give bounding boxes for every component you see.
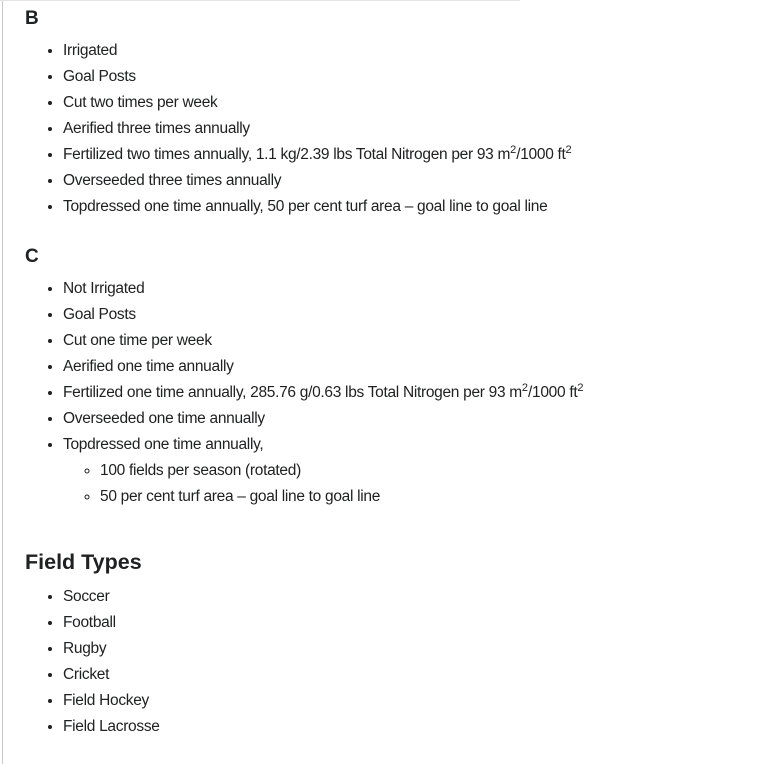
list-item: • Goal Posts [63, 64, 744, 90]
list-item: • Overseeded one time annually [63, 406, 744, 432]
field-types-list [25, 584, 744, 740]
list-item: • Topdressed one time annually, ◦ 100 fields per season (rotated) ◦ 50 per cent turf area – goal line to goal line [63, 432, 744, 510]
list-item: • Cut two times per week [63, 90, 744, 116]
top-border-line [0, 0, 520, 1]
superscript: 2 [577, 381, 584, 394]
superscript: 2 [510, 143, 517, 156]
list-item: • Rugby [63, 636, 744, 662]
list-item: • Cricket [63, 662, 744, 688]
section-heading-field-types: Field Types [25, 550, 142, 574]
list-item: • Topdressed one time annually, 50 per cent turf area – goal line to goal line [63, 194, 744, 220]
list-item: • Overseeded three times annually [63, 168, 744, 194]
maintenance-list-c [25, 276, 744, 510]
list-item: • Goal Posts [63, 302, 744, 328]
list-item: • Fertilized one time annually, 285.76 g/0.63 lbs Total Nitrogen per 93 $m^2/1000$ $ft^2$ [63, 380, 744, 406]
sub-list-item: ◦ 100 fields per season (rotated) [100, 458, 744, 484]
list-item: • Fertilized two times annually, 1.1 kg/2.39 lbs Total Nitrogen per 93 $m^2/1000$ $ft^2$ [63, 142, 744, 168]
list-item: • Soccer [63, 584, 744, 610]
sub-list-item: ◦ 50 per cent turf area – goal line to goal line [100, 484, 744, 510]
superscript: 2 [565, 143, 572, 156]
list-item: • Cut one time per week [63, 328, 744, 354]
left-border-line [2, 0, 3, 764]
maintenance-list-b [25, 38, 744, 220]
list-item: • Aerified one time annually [63, 354, 744, 380]
list-item: • Football [63, 610, 744, 636]
list-item: • Field Lacrosse [63, 714, 744, 740]
list-item: • Aerified three times annually [63, 116, 744, 142]
topdressed-sub-list [63, 458, 744, 510]
list-item: • Irrigated [63, 38, 744, 64]
section-heading-b: B [25, 8, 39, 29]
superscript: 2 [521, 381, 529, 394]
list-item: • Field Hockey [63, 688, 744, 714]
list-item: • Not Irrigated [63, 276, 744, 302]
section-heading-c: C [25, 246, 39, 267]
